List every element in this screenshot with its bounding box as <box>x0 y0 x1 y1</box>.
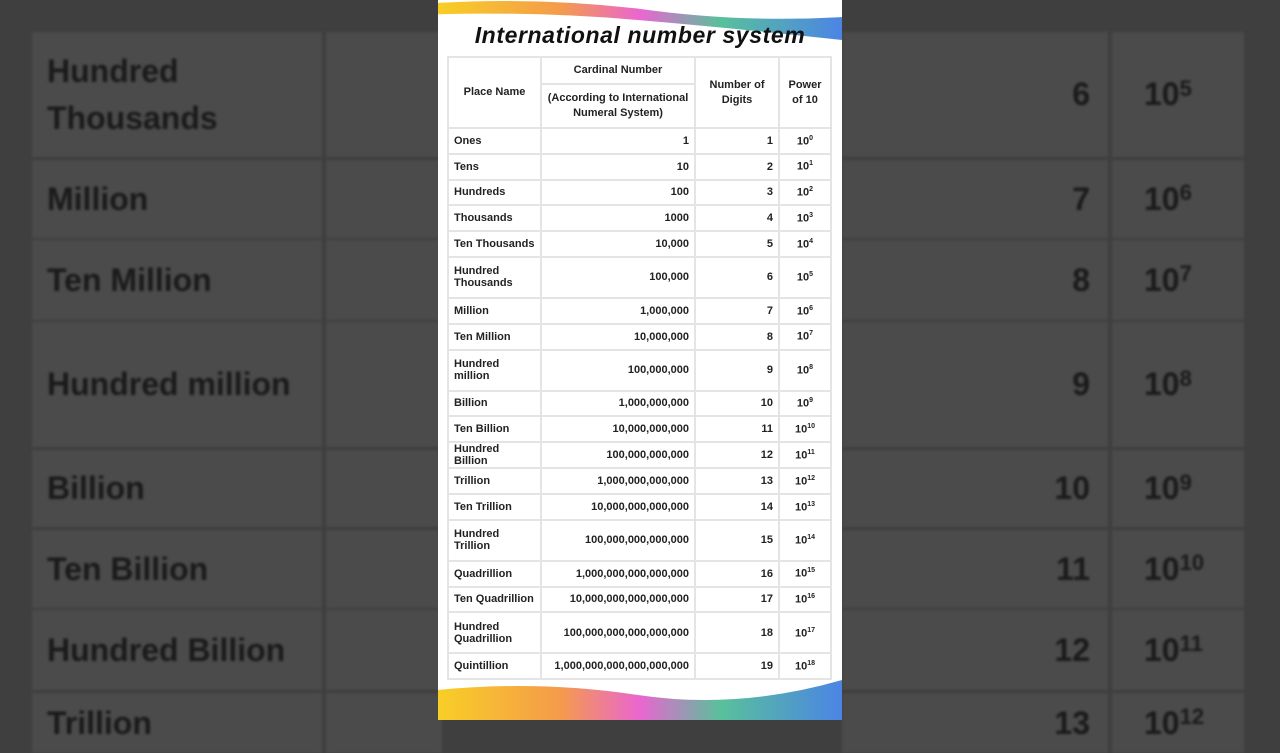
power-cell: $10^1$ <box>779 154 831 180</box>
power-cell: $10^{12}$ <box>779 468 831 494</box>
cardinal-number-cell: 100,000 <box>541 257 695 298</box>
background-place-name: Ten Billion <box>32 530 322 608</box>
digits-cell: 14 <box>695 494 779 520</box>
header-power-of-10: Power of 10 <box>779 57 831 128</box>
cardinal-number-cell: 1000 <box>541 205 695 231</box>
power-cell: $10^{13}$ <box>779 494 831 520</box>
digits-cell: 9 <box>695 350 779 391</box>
power-cell: $10^2$ <box>779 180 831 206</box>
background-power: 10 $^{12}$ <box>1112 693 1244 753</box>
background-power: 10 $^5$ <box>1112 32 1244 157</box>
table-row <box>448 391 831 417</box>
power-cell: $10^{10}$ <box>779 416 831 442</box>
exponent: 13 <box>807 500 816 508</box>
background-digits: 9 <box>842 322 1108 447</box>
background-place-name: Hundred Thousands <box>32 32 322 157</box>
header-place-name: Place Name <box>448 57 541 128</box>
place-name-cell: Trillion <box>448 468 541 494</box>
digits-cell: 15 <box>695 520 779 561</box>
background-place-name: Million <box>32 160 322 238</box>
background-exponent: 12 <box>1179 704 1205 729</box>
digits-cell: 7 <box>695 298 779 324</box>
place-name-cell: Hundred Quadrillion <box>448 612 541 653</box>
exponent: 9 <box>809 397 814 405</box>
cardinal-number-cell: 10 <box>541 154 695 180</box>
background-digits: 13 <box>842 693 1108 753</box>
background-exponent: 9 <box>1179 469 1192 495</box>
background-cell <box>326 530 442 608</box>
place-name-cell: Hundred Billion <box>448 442 541 468</box>
power-cell: $10^{18}$ <box>779 653 831 679</box>
digits-cell: 1 <box>695 128 779 154</box>
cardinal-number-cell: 100 <box>541 180 695 206</box>
exponent: 2 <box>809 186 814 194</box>
place-name-cell: Billion <box>448 391 541 417</box>
digits-cell: 18 <box>695 612 779 653</box>
background-digits: 12 <box>842 610 1108 690</box>
header-cardinal-number: Cardinal Number <box>541 57 695 84</box>
place-name-cell: Hundred Trillion <box>448 520 541 561</box>
table-row <box>448 561 831 587</box>
place-name-cell: Ten Trillion <box>448 494 541 520</box>
exponent: 0 <box>809 134 814 142</box>
exponent: 15 <box>807 567 816 575</box>
exponent: 14 <box>807 533 816 541</box>
table-row <box>448 350 831 391</box>
place-name-cell: Ten Quadrillion <box>448 587 541 613</box>
power-cell: $10^{17}$ <box>779 612 831 653</box>
cardinal-number-cell: 10,000,000 <box>541 324 695 350</box>
exponent: 5 <box>809 271 814 279</box>
place-name-cell: Ten Thousands <box>448 231 541 257</box>
power-cell: $10^4$ <box>779 231 831 257</box>
cardinal-number-cell: 1,000,000 <box>541 298 695 324</box>
power-cell: $10^0$ <box>779 128 831 154</box>
place-name-cell: Tens <box>448 154 541 180</box>
digits-cell: 6 <box>695 257 779 298</box>
cardinal-number-cell: 1,000,000,000,000,000,000 <box>541 653 695 679</box>
table-row <box>448 653 831 679</box>
background-cell <box>326 32 442 157</box>
background-power: 10 $^9$ <box>1112 450 1244 527</box>
power-cell: $10^5$ <box>779 257 831 298</box>
exponent: 3 <box>809 211 814 219</box>
table-row <box>448 520 831 561</box>
digits-cell: 10 <box>695 391 779 417</box>
background-cell <box>326 160 442 238</box>
digits-cell: 2 <box>695 154 779 180</box>
exponent: 11 <box>807 448 815 456</box>
power-cell: $10^3$ <box>779 205 831 231</box>
exponent: 10 <box>807 422 816 430</box>
background-exponent: 6 <box>1179 180 1192 205</box>
digits-cell: 3 <box>695 180 779 206</box>
background-cell <box>326 450 442 527</box>
table-row <box>448 298 831 324</box>
table-row <box>448 231 831 257</box>
place-name-cell: Thousands <box>448 205 541 231</box>
table-row <box>448 154 831 180</box>
header-cardinal-subtitle: (According to International Numeral System) <box>541 84 695 128</box>
place-name-cell: Ones <box>448 128 541 154</box>
table-row <box>448 587 831 613</box>
place-name-cell: Quintillion <box>448 653 541 679</box>
background-exponent: 11 <box>1179 631 1203 656</box>
exponent: 16 <box>807 593 816 601</box>
page-title: International number system <box>474 22 806 48</box>
background-power: 10 $^7$ <box>1112 240 1244 320</box>
table-row <box>448 442 831 468</box>
background-cell <box>326 322 442 447</box>
cardinal-number-cell: 1,000,000,000,000 <box>541 468 695 494</box>
background-exponent: 7 <box>1179 261 1192 286</box>
table-row <box>448 494 831 520</box>
background-exponent: 8 <box>1179 365 1192 391</box>
place-name-cell: Ten Billion <box>448 416 541 442</box>
place-name-cell: Million <box>448 298 541 324</box>
cardinal-number-cell: 100,000,000,000,000,000 <box>541 612 695 653</box>
background-place-name: Hundred Billion <box>32 610 322 690</box>
power-cell: $10^{11}$ <box>779 442 831 468</box>
table-row <box>448 257 831 298</box>
background-power: 10 $^6$ <box>1112 160 1244 238</box>
background-power: 10 $^{11}$ <box>1112 610 1244 690</box>
background-digits: 8 <box>842 240 1108 320</box>
background-place-name: Trillion <box>32 693 322 753</box>
exponent: 12 <box>807 474 816 482</box>
cardinal-number-cell: 10,000,000,000,000,000 <box>541 587 695 613</box>
table-row <box>448 180 831 206</box>
background-digits: 7 <box>842 160 1108 238</box>
background-power: 10 $^8$ <box>1112 322 1244 447</box>
digits-cell: 17 <box>695 587 779 613</box>
background-place-name: Ten Million <box>32 240 322 320</box>
background-cell <box>326 610 442 690</box>
header-number-of-digits: Number of Digits <box>695 57 779 128</box>
digits-cell: 5 <box>695 231 779 257</box>
power-cell: $10^7$ <box>779 324 831 350</box>
cardinal-number-cell: 10,000 <box>541 231 695 257</box>
number-system-table <box>447 56 832 680</box>
background-digits: 11 <box>842 530 1108 608</box>
exponent: 8 <box>809 363 814 371</box>
background-exponent: 10 <box>1179 550 1205 575</box>
power-cell: $10^{14}$ <box>779 520 831 561</box>
background-place-name: Hundred million <box>32 322 322 447</box>
exponent: 1 <box>809 160 814 168</box>
background-exponent: 5 <box>1179 75 1192 101</box>
digits-cell: 13 <box>695 468 779 494</box>
exponent: 4 <box>809 237 814 245</box>
exponent: 7 <box>809 330 814 338</box>
table-row <box>448 128 831 154</box>
place-name-cell: Hundreds <box>448 180 541 206</box>
power-cell: $10^6$ <box>779 298 831 324</box>
table-row <box>448 416 831 442</box>
background-place-name: Billion <box>32 450 322 527</box>
table-row <box>448 612 831 653</box>
exponent: 17 <box>807 626 816 634</box>
video-frame <box>438 0 842 720</box>
background-power: 10 $^{10}$ <box>1112 530 1244 608</box>
digits-cell: 16 <box>695 561 779 587</box>
power-cell: $10^8$ <box>779 350 831 391</box>
cardinal-number-cell: 100,000,000,000,000 <box>541 520 695 561</box>
exponent: 18 <box>807 659 816 667</box>
digits-cell: 11 <box>695 416 779 442</box>
cardinal-number-cell: 100,000,000 <box>541 350 695 391</box>
background-cell <box>326 693 442 753</box>
digits-cell: 19 <box>695 653 779 679</box>
table-row <box>448 324 831 350</box>
place-name-cell: Hundred Thousands <box>448 257 541 298</box>
background-digits: 10 <box>842 450 1108 527</box>
rainbow-swirl-bottom <box>438 680 842 720</box>
power-cell: $10^{16}$ <box>779 587 831 613</box>
background-cell <box>326 240 442 320</box>
power-cell: $10^{15}$ <box>779 561 831 587</box>
place-name-cell: Hundred million <box>448 350 541 391</box>
cardinal-number-cell: 1 <box>541 128 695 154</box>
power-cell: $10^9$ <box>779 391 831 417</box>
place-name-cell: Ten Million <box>448 324 541 350</box>
cardinal-number-cell: 1,000,000,000 <box>541 391 695 417</box>
place-name-cell: Quadrillion <box>448 561 541 587</box>
background-digits: 6 <box>842 32 1108 157</box>
digits-cell: 4 <box>695 205 779 231</box>
cardinal-number-cell: 10,000,000,000 <box>541 416 695 442</box>
table-row <box>448 468 831 494</box>
cardinal-number-cell: 100,000,000,000 <box>541 442 695 468</box>
digits-cell: 8 <box>695 324 779 350</box>
cardinal-number-cell: 1,000,000,000,000,000 <box>541 561 695 587</box>
digits-cell: 12 <box>695 442 779 468</box>
table-row <box>448 205 831 231</box>
cardinal-number-cell: 10,000,000,000,000 <box>541 494 695 520</box>
exponent: 6 <box>809 304 814 312</box>
